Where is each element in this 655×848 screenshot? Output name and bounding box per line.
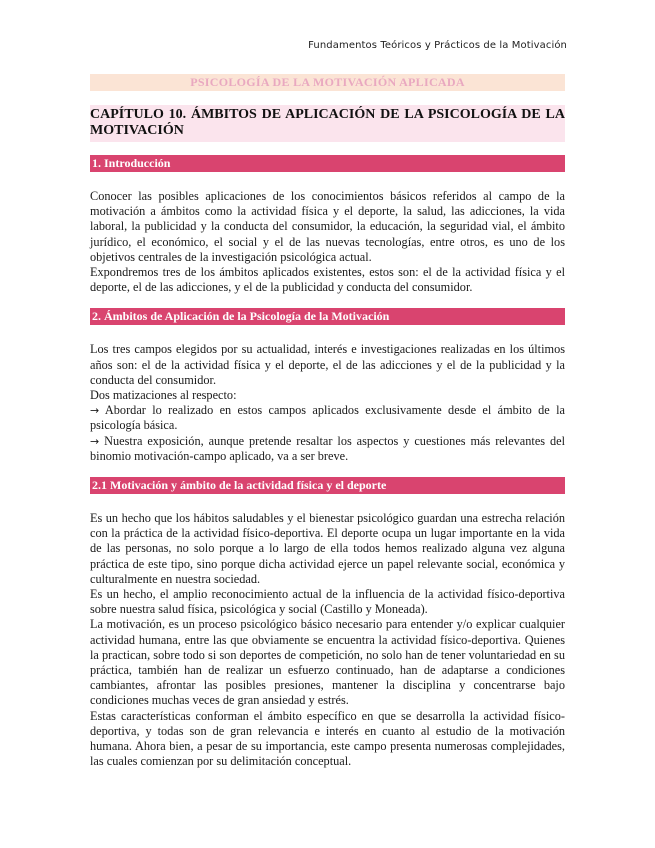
bullet-item — [90, 434, 565, 464]
paragraph: Conocer las posibles aplicaciones de los conocimientos básicos referidos al campo de la motivación a ámbitos como la actividad física y el deporte, la salud, las adicciones, la vida laboral, la publicidad y la conducta del consumidor, la educación, la seguridad vial, el ámbito jurídico, el económico, el social y el de las nuevas tecnologías, entre otros, es uno de los objetivos centrales de la investigación psicológica actual. — [90, 189, 565, 264]
banner-title: PSICOLOGÍA DE LA MOTIVACIÓN APLICADA — [90, 74, 565, 91]
paragraph: Expondremos tres de los ámbitos aplicados existentes, estos son: el de la actividad física y el deporte, el de las adicciones, y el de la publicidad y conducta del consumidor. — [90, 265, 565, 295]
paragraph: Es un hecho, el amplio reconocimiento actual de la influencia de la actividad físico-deportiva sobre nuestra salud física, psicológica y social (Castillo y Moneada). — [90, 587, 565, 617]
section-heading-ambitos: 2. Ámbitos de Aplicación de la Psicología de la Motivación — [90, 308, 565, 325]
section-heading-actividad-fisica: 2.1 Motivación y ámbito de la actividad física y el deporte — [90, 477, 565, 494]
arrow-icon: → — [90, 404, 100, 418]
paragraph: Los tres campos elegidos por su actualidad, interés e investigaciones realizadas en los últimos años son: el de la actividad física y el deporte, el de las adicciones y el de la publicidad y la conducta del consumidor. — [90, 342, 565, 387]
section-heading-introduccion: 1. Introducción — [90, 155, 565, 172]
chapter-title: CAPÍTULO 10. ÁMBITOS DE APLICACIÓN DE LA PSICOLOGÍA DE LA MOTIVACIÓN — [90, 105, 565, 142]
bullet-item — [90, 403, 565, 433]
running-header: Fundamentos Teóricos y Prácticos de la Motivación — [308, 40, 567, 51]
bullet-text: Nuestra exposición, aunque pretende resaltar los aspectos y cuestiones más relevantes del binomio motivación-campo aplicado, va a ser breve. — [90, 433, 566, 463]
bullet-text: Abordar lo realizado en estos campos aplicados exclusivamente desde el ámbito de la psicología básica. — [90, 403, 565, 433]
paragraph: La motivación, es un proceso psicológico básico necesario para entender y/o explicar cualquier actividad humana, entre las que obviamente se encuentra la actividad físico-deportiva. Quienes la practican, sobre todo si son deportes de competición, no solo han de tener voluntariedad en su práctica, también han de realizar un esfuerzo continuado, han de adaptarse a condiciones cambiantes, afrontar las posibles presiones, mantener la disciplina y concentrarse bajo condiciones muchas veces de gran ansiedad y estrés. — [90, 617, 565, 708]
paragraph: Dos matizaciones al respecto: — [90, 388, 237, 403]
arrow-icon: → — [90, 434, 100, 448]
paragraph: Estas características conforman el ámbito específico en que se desarrolla la actividad físico-deportiva, y todas son de gran relevancia e interés en cuanto al estudio de la motivación humana. Ahora bien, a pesar de su importancia, este campo presenta numerosas complejidades, las cuales comienzan por su delimitación conceptual. — [90, 708, 565, 769]
paragraph: Es un hecho que los hábitos saludables y el bienestar psicológico guardan una estrecha relación con la práctica de la actividad físico-deportiva. El deporte ocupa un lugar importante en la vida de las personas, no solo porque a lo largo de ella todos hemos realizado alguna vez alguna práctica de este tipo, sino porque dicha actividad ejerce un papel relevante social, económica y culturalmente en nuestra sociedad. — [90, 511, 565, 586]
page-content — [90, 74, 565, 770]
